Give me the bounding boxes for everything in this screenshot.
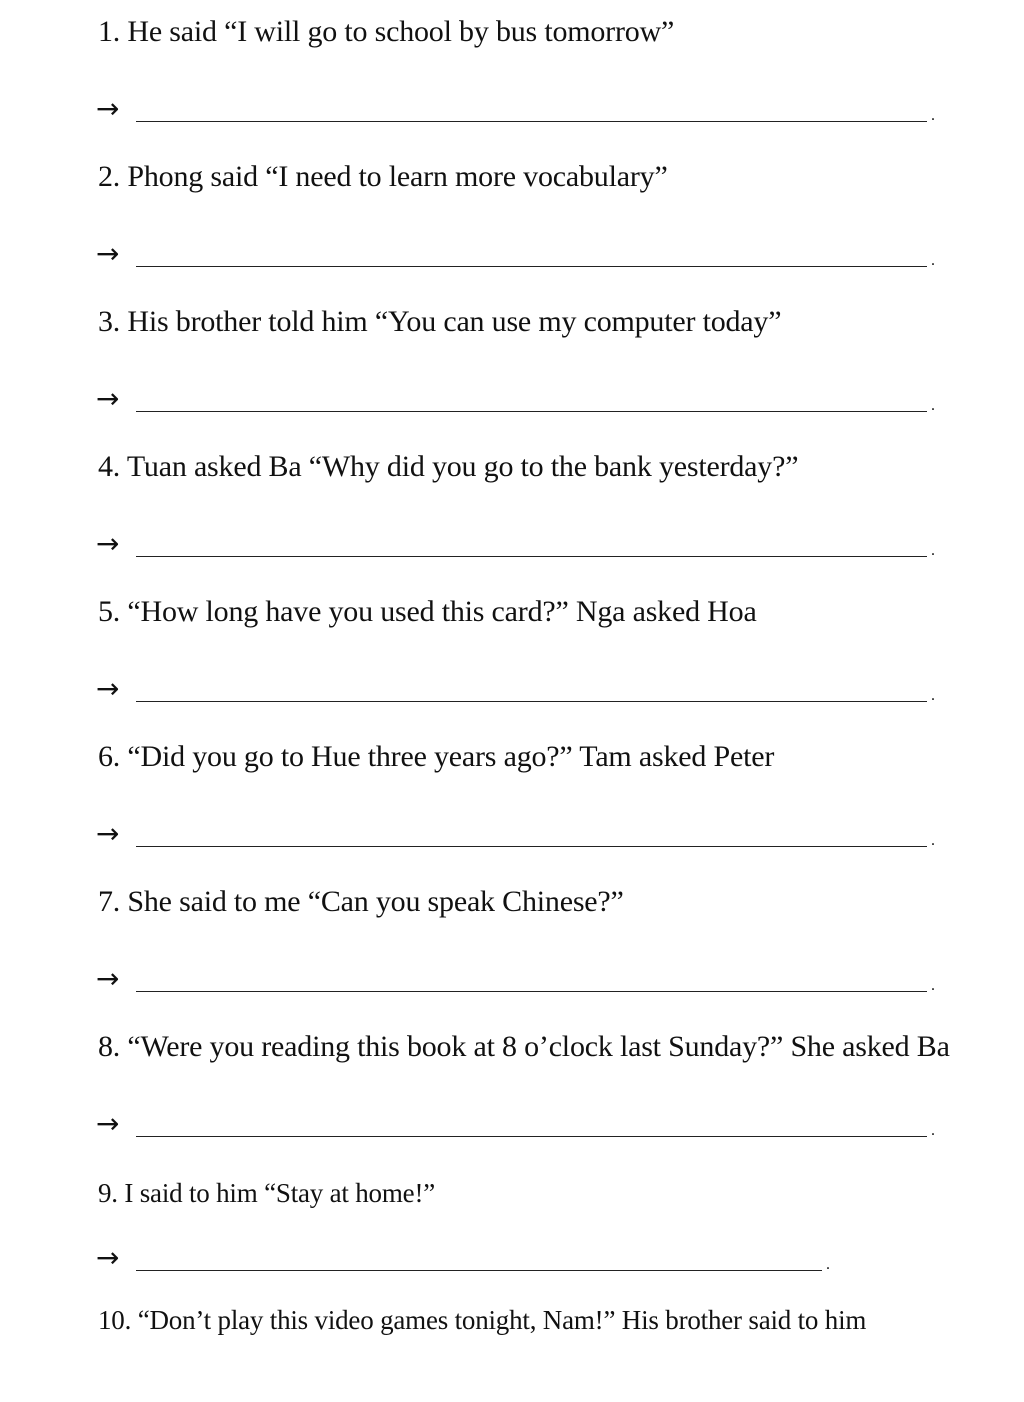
arrow-icon: → (96, 382, 120, 415)
question-9: 9. I said to him “Stay at home!” (98, 1178, 436, 1208)
end-mark: . (931, 832, 935, 849)
answer-line-1[interactable] (96, 94, 941, 124)
blank-underline (136, 846, 927, 847)
end-mark: . (931, 977, 935, 994)
arrow-icon: → (96, 817, 120, 850)
end-mark: . (931, 107, 935, 124)
end-mark: . (931, 542, 935, 559)
arrow-icon: → (96, 92, 120, 125)
answer-line-6[interactable] (96, 819, 941, 849)
question-8: 8. “Were you reading this book at 8 o’clock last Sunday?” She asked Ba (98, 1030, 950, 1063)
answer-line-8[interactable] (96, 1109, 941, 1139)
question-7: 7. She said to me “Can you speak Chinese?” (98, 885, 624, 918)
answer-line-7[interactable] (96, 964, 941, 994)
question-10: 10. “Don’t play this video games tonight, Nam!” His brother said to him (98, 1305, 867, 1335)
end-mark: . (931, 397, 935, 414)
end-mark: . (931, 252, 935, 269)
arrow-icon: → (96, 237, 120, 270)
question-5: 5. “How long have you used this card?” Nga asked Hoa (98, 595, 757, 628)
answer-line-4[interactable] (96, 529, 941, 559)
blank-underline (136, 121, 927, 122)
blank-underline (136, 1270, 822, 1271)
question-6: 6. “Did you go to Hue three years ago?” Tam asked Peter (98, 740, 775, 773)
question-4: 4. Tuan asked Ba “Why did you go to the bank yesterday?” (98, 450, 799, 483)
end-mark: . (931, 687, 935, 704)
blank-underline (136, 991, 927, 992)
answer-line-2[interactable] (96, 239, 941, 269)
arrow-icon: → (96, 1241, 120, 1274)
blank-underline (136, 701, 927, 702)
end-mark: . (931, 1122, 935, 1139)
blank-underline (136, 556, 927, 557)
blank-underline (136, 1136, 927, 1137)
answer-line-5[interactable] (96, 674, 941, 704)
question-3: 3. His brother told him “You can use my computer today” (98, 305, 782, 338)
arrow-icon: → (96, 1107, 120, 1140)
blank-underline (136, 266, 927, 267)
answer-line-3[interactable] (96, 384, 941, 414)
end-mark: . (826, 1256, 830, 1273)
answer-line-9[interactable] (96, 1243, 836, 1273)
arrow-icon: → (96, 672, 120, 705)
blank-underline (136, 411, 927, 412)
question-2: 2. Phong said “I need to learn more vocabulary” (98, 160, 668, 193)
arrow-icon: → (96, 962, 120, 995)
arrow-icon: → (96, 527, 120, 560)
question-1: 1. He said “I will go to school by bus tomorrow” (98, 15, 675, 48)
